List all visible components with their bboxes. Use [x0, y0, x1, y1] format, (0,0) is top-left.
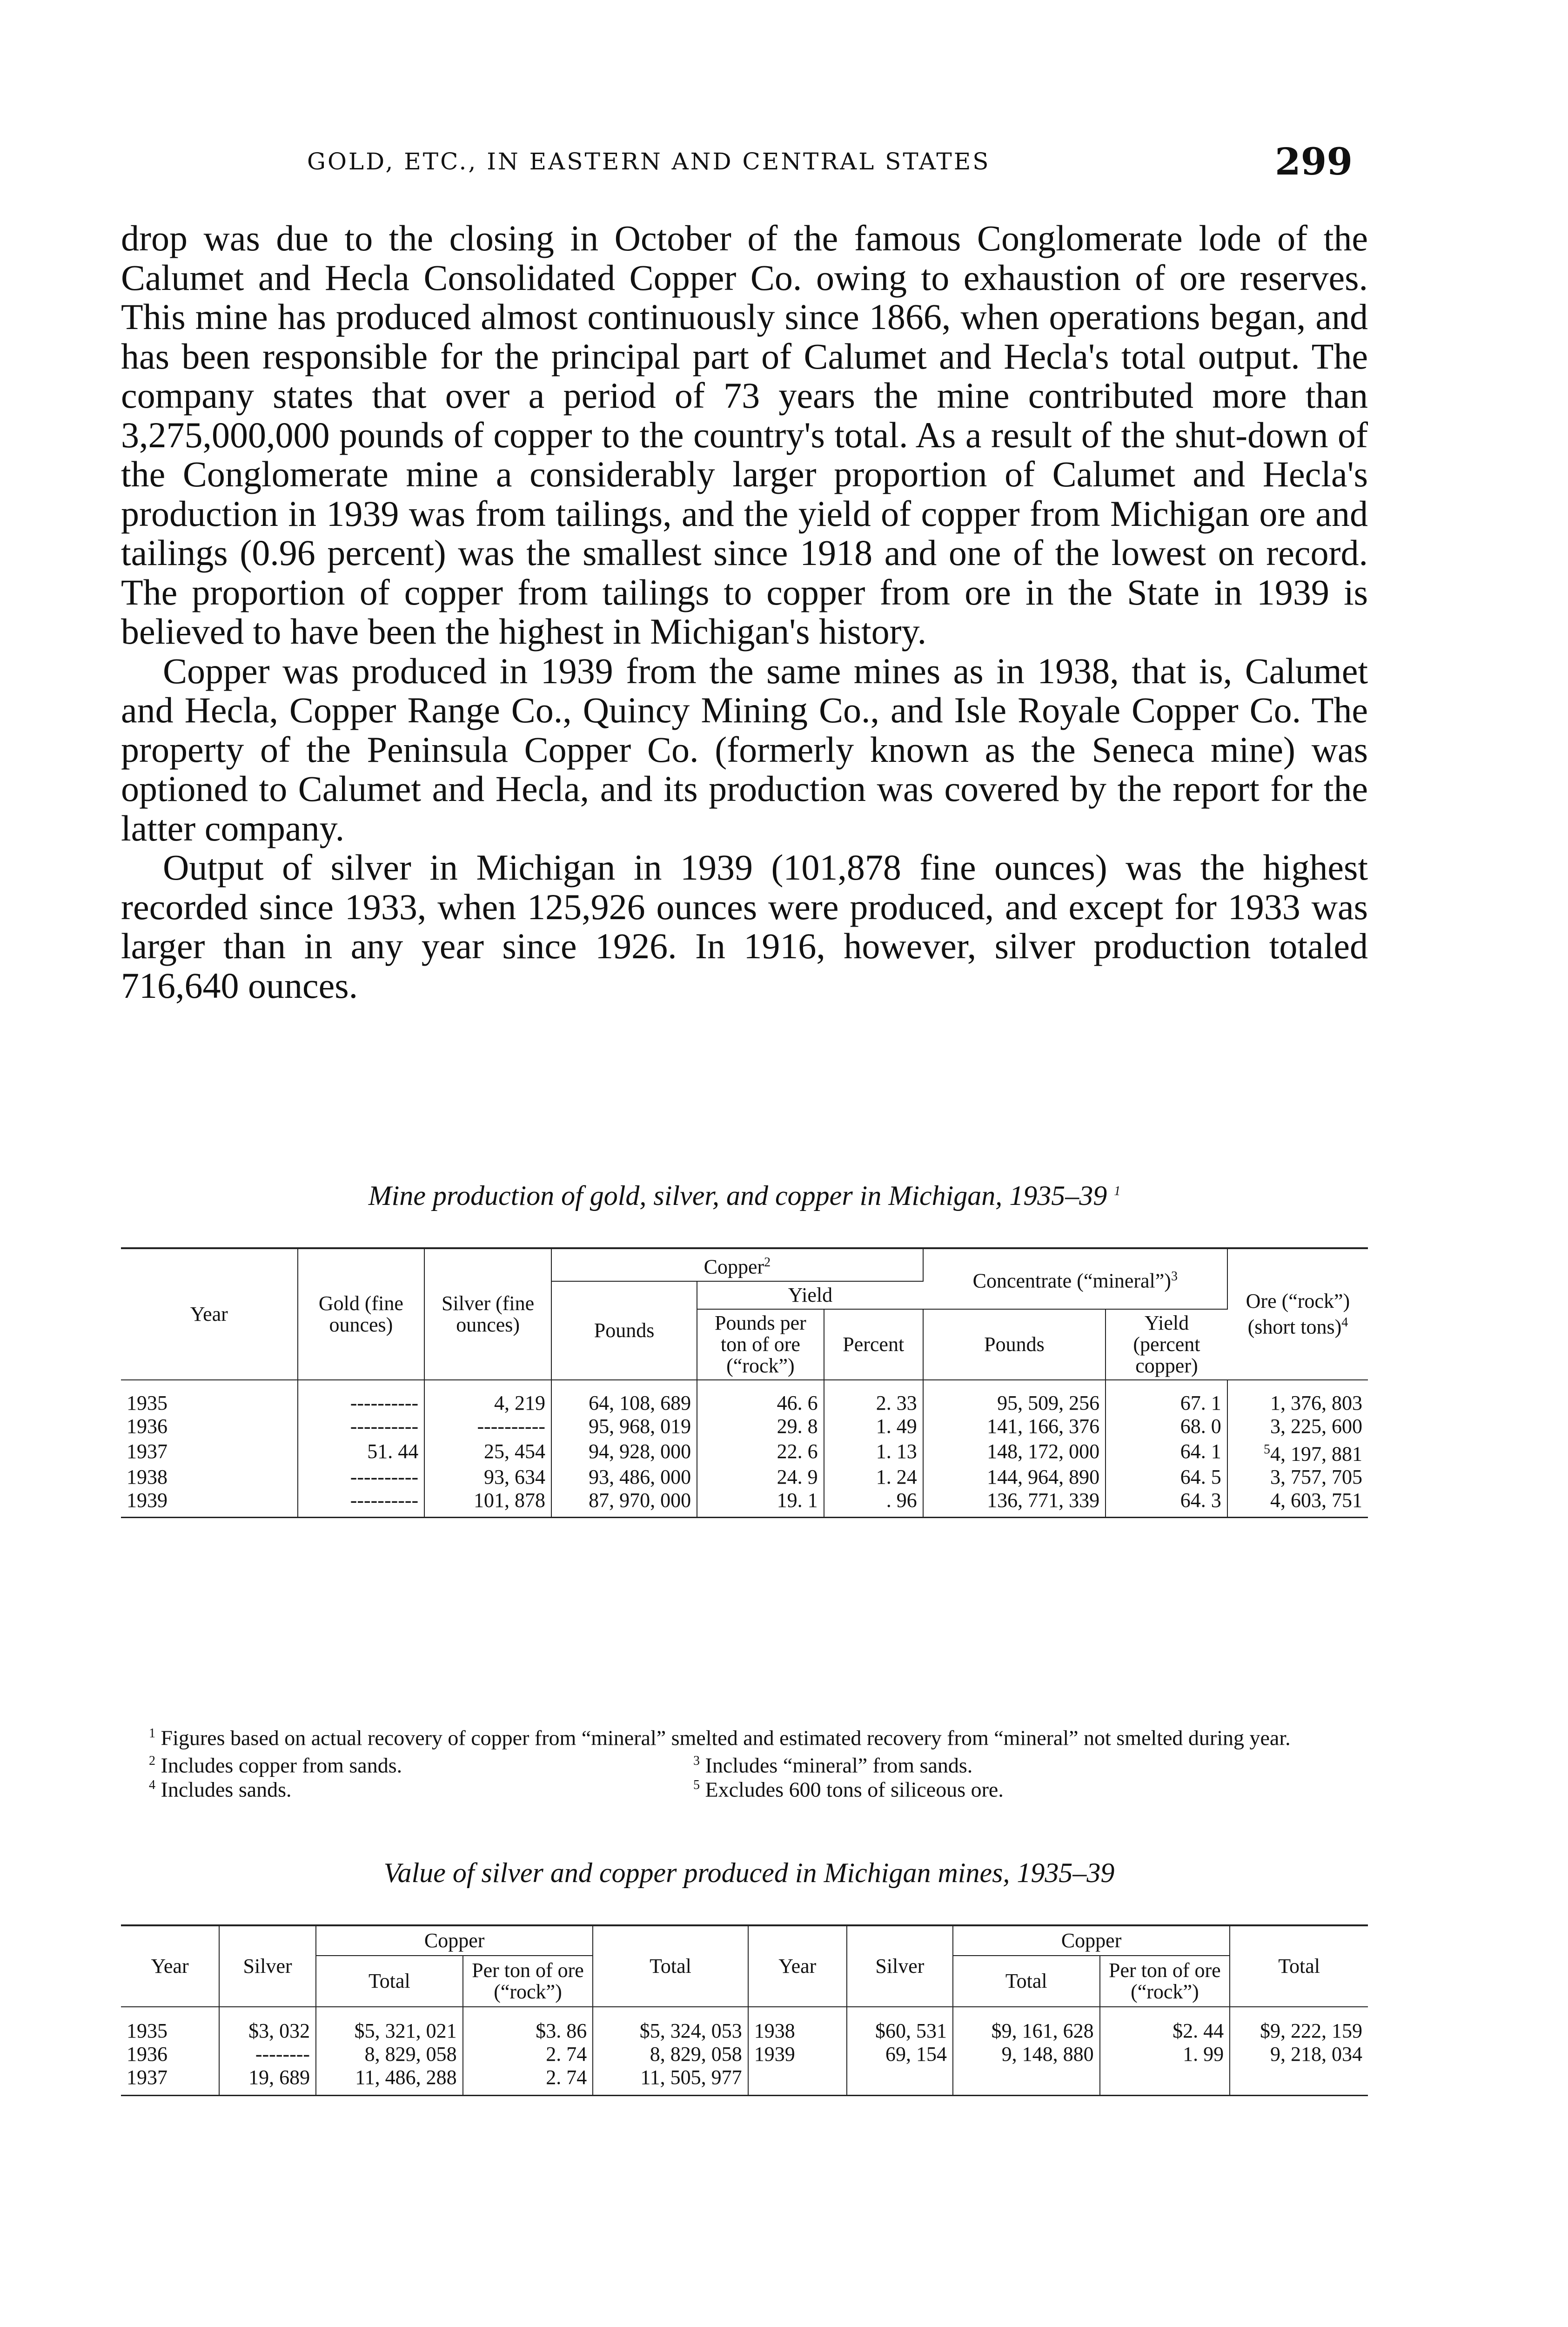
footnote-text: Includes “mineral” from sands. [705, 1753, 973, 1777]
col-per-ton: Per ton of ore (“rock”) [463, 1956, 593, 2007]
value-table [121, 1924, 1368, 2096]
cell-per-ton: 22. 6 [697, 1438, 824, 1466]
cell-conc-pounds: 95, 509, 256 [923, 1380, 1106, 1415]
cell-pounds: 95, 968, 019 [551, 1415, 697, 1438]
cell-per-ton: 19. 1 [697, 1489, 824, 1518]
col-total: Total [1230, 1925, 1368, 2007]
paragraph: Copper was produced in 1939 from the same mines as in 1938, that is, Calumet and Hecla, Copper Range Co., Quincy Mining Co., and Isle Royale Copper Co. The property of the Peninsula Copper Co. (formerly known as the Seneca mine) was optioned to Calumet and Hecla, and its production was covered by the report for the latter company. [121, 650, 1368, 848]
cell-percent: 1. 49 [824, 1415, 923, 1438]
cell-total: 11, 505, 977 [593, 2066, 748, 2096]
cell-silver: 69, 154 [847, 2043, 953, 2066]
cell-per-ton: 24. 9 [697, 1466, 824, 1489]
table-row [121, 2066, 1368, 2096]
cell-percent: 1. 13 [824, 1438, 923, 1466]
cell-percent: 1. 24 [824, 1466, 923, 1489]
cell-gold: 51. 44 [298, 1438, 425, 1466]
footnote-mark: 2 [149, 1754, 155, 1769]
footnote-mark: 5 [693, 1778, 700, 1793]
footnote [149, 1749, 402, 1777]
footnote [121, 1722, 1368, 1749]
table-row [121, 1466, 1368, 1489]
cell-year: 1935 [121, 1380, 298, 1415]
footnote-text: Excludes 600 tons of siliceous ore. [705, 1777, 1004, 1802]
table-row [121, 1415, 1368, 1438]
col-silver: Silver [219, 1925, 316, 2007]
cell-copper-total: $5, 321, 021 [316, 2007, 463, 2043]
table-row [121, 2043, 1368, 2066]
cell-per-ton: $3. 86 [463, 2007, 593, 2043]
cell-silver: 93, 634 [424, 1466, 551, 1489]
copper-label: Copper [704, 1255, 764, 1278]
table-row [121, 1438, 1368, 1466]
col-ore [1227, 1248, 1368, 1380]
cell-conc-pounds: 141, 166, 376 [923, 1415, 1106, 1438]
paragraph: drop was due to the closing in October of the famous Conglomerate lode of the Calumet and Hecla Consolidated Copper Co. owing to exhaustion of ore reserves. This mine has produced almost continuously since 1866, when operations began, and has been responsible for the principal part of Calumet and Hecla's total output. The company states that over a period of 73 years the mine contributed more than 3,275,000,000 pounds of copper to the country's total. As a result of the shut-down of the Conglomerate mine a considerably larger proportion of Calumet and Hecla's production in 1939 was from tailings, and the yield of copper from Michigan ore and tailings (0.96 percent) was the smallest since 1918 and one of the lowest on record. The proportion of copper from tailings to copper from ore in the State in 1939 is believed to have been the highest in Michigan's history. [121, 218, 1368, 652]
cell-copper-total: 9, 148, 880 [953, 2043, 1100, 2066]
cell-pounds: 87, 970, 000 [551, 1489, 697, 1518]
cell-year: 1937 [121, 1438, 298, 1466]
cell-gold: ---------- [298, 1380, 425, 1415]
cell-silver: $60, 531 [847, 2007, 953, 2043]
cell-silver: 19, 689 [219, 2066, 316, 2096]
col-silver: Silver [847, 1925, 953, 2007]
table1-caption-text: Mine production of gold, silver, and copper in Michigan, 1935–39 [368, 1180, 1107, 1211]
col-concentrate [923, 1248, 1227, 1309]
page-number: 299 [1275, 140, 1353, 183]
cell-silver: 25, 454 [424, 1438, 551, 1466]
cell-total: 9, 218, 034 [1270, 2043, 1362, 2065]
concentrate-label: Concentrate (“mineral”) [972, 1269, 1171, 1292]
col-percent: Percent [824, 1309, 923, 1380]
col-yield: Yield [697, 1281, 923, 1309]
cell-ore: 3, 225, 600 [1270, 1414, 1362, 1438]
col-gold: Gold (fine ounces) [298, 1248, 425, 1380]
col-total: Total [593, 1925, 748, 2007]
footnote-text: Includes copper from sands. [161, 1753, 402, 1777]
cell-total: $9, 222, 159 [1260, 2019, 1362, 2042]
cell-per-ton: 2. 74 [463, 2066, 593, 2096]
cell-conc-yield: 64. 3 [1106, 1489, 1227, 1518]
col-copper-total: Total [316, 1956, 463, 2007]
col-year: Year [121, 1925, 219, 2007]
cell-per-ton: $2. 44 [1100, 2007, 1230, 2043]
footnote [693, 1749, 972, 1777]
cell-gold: ---------- [298, 1466, 425, 1489]
cell-silver: ---------- [424, 1415, 551, 1438]
cell-per-ton: 1. 99 [1100, 2043, 1230, 2066]
table2-caption: Value of silver and copper produced in Michigan mines, 1935–39 [383, 1857, 1115, 1888]
col-copper-total: Total [953, 1956, 1100, 2007]
footnote-ref: 2 [764, 1255, 771, 1270]
col-year: Year [748, 1925, 847, 2007]
cell-silver: 101, 878 [424, 1489, 551, 1518]
cell-copper-total: $9, 161, 628 [953, 2007, 1100, 2043]
footnote-ref: 5 [1264, 1442, 1270, 1457]
footnote-text: Figures based on actual recovery of copper from “mineral” smelted and estimated recovery from “mineral” not smelted during year. [161, 1726, 1291, 1750]
col-year: Year [121, 1248, 298, 1380]
cell-conc-yield: 64. 1 [1106, 1438, 1227, 1466]
footnote [149, 1774, 292, 1801]
cell-pounds: 94, 928, 000 [551, 1438, 697, 1466]
col-per-ton: Per ton of ore (“rock”) [1100, 1956, 1230, 2007]
col-copper: Copper [316, 1925, 593, 1956]
running-head: GOLD, ETC., IN EASTERN AND CENTRAL STATES [307, 148, 991, 175]
body-text [121, 219, 1368, 1005]
ore-label: Ore (“rock”) (short tons) [1246, 1290, 1350, 1338]
production-table [121, 1247, 1368, 1518]
cell-ore: 4, 603, 751 [1270, 1489, 1362, 1512]
cell-per-ton [1100, 2066, 1230, 2096]
cell-year [748, 2066, 847, 2096]
col-copper: Copper [953, 1925, 1230, 1956]
footnote-ref: 4 [1341, 1315, 1348, 1330]
cell-total: $5, 324, 053 [593, 2007, 748, 2043]
cell-per-ton: 29. 8 [697, 1415, 824, 1438]
cell-year: 1935 [121, 2007, 219, 2043]
cell-total: 8, 829, 058 [593, 2043, 748, 2066]
cell-year: 1939 [748, 2043, 847, 2066]
cell-total [1230, 2066, 1368, 2096]
cell-gold: ---------- [298, 1415, 425, 1438]
table-row [121, 2007, 1368, 2043]
cell-pounds: 93, 486, 000 [551, 1466, 697, 1489]
cell-per-ton: 46. 6 [697, 1380, 824, 1415]
cell-percent: . 96 [824, 1489, 923, 1518]
cell-year: 1936 [121, 1415, 298, 1438]
cell-year: 1939 [121, 1489, 298, 1518]
cell-copper-total: 11, 486, 288 [316, 2066, 463, 2096]
cell-year: 1938 [748, 2007, 847, 2043]
footnote-mark: 1 [149, 1726, 155, 1741]
footnote-ref: 1 [1114, 1184, 1121, 1198]
cell-year: 1937 [121, 2066, 219, 2096]
col-conc-pounds: Pounds [923, 1309, 1106, 1380]
col-conc-yield: Yield (percent copper) [1106, 1309, 1227, 1380]
cell-silver: $3, 032 [219, 2007, 316, 2043]
cell-copper-total [953, 2066, 1100, 2096]
cell-gold: ---------- [298, 1489, 425, 1518]
footnote-ref: 3 [1171, 1269, 1178, 1284]
col-pounds: Pounds [551, 1281, 697, 1380]
footnote-mark: 3 [693, 1754, 700, 1769]
cell-conc-yield: 68. 0 [1106, 1415, 1227, 1438]
cell-silver: 4, 219 [424, 1380, 551, 1415]
table1-caption [121, 1180, 1368, 1212]
footnote-row [121, 1774, 1368, 1802]
col-pounds-per-ton: Pounds per ton of ore (“rock”) [697, 1309, 824, 1380]
paragraph: Output of silver in Michigan in 1939 (101,878 fine ounces) was the highest recorded since 1933, when 125,926 ounces were produced, and except for 1933 was larger than in any year since 1926. In 1916, however, silver production totaled 716,640 ounces. [121, 847, 1368, 1006]
cell-per-ton: 2. 74 [463, 2043, 593, 2066]
cell-conc-yield: 64. 5 [1106, 1466, 1227, 1489]
cell-ore [1227, 1438, 1368, 1466]
cell-silver [847, 2066, 953, 2096]
footnote-text: Includes sands. [161, 1777, 292, 1802]
col-silver: Silver (fine ounces) [424, 1248, 551, 1380]
cell-conc-pounds: 136, 771, 339 [923, 1489, 1106, 1518]
cell-conc-pounds: 148, 172, 000 [923, 1438, 1106, 1466]
footnote-row [121, 1749, 1368, 1777]
cell-percent: 2. 33 [824, 1380, 923, 1415]
table1-footnotes [121, 1722, 1368, 1802]
cell-copper-total: 8, 829, 058 [316, 2043, 463, 2066]
cell-conc-yield: 67. 1 [1106, 1380, 1227, 1415]
cell-pounds: 64, 108, 689 [551, 1380, 697, 1415]
col-copper [551, 1248, 923, 1281]
cell-silver: -------- [219, 2043, 316, 2066]
table-row [121, 1380, 1368, 1415]
cell-ore: 3, 757, 705 [1270, 1466, 1362, 1489]
footnote [693, 1774, 1004, 1801]
cell-year: 1938 [121, 1466, 298, 1489]
footnote-mark: 4 [149, 1778, 155, 1793]
ore-value: 4, 197, 881 [1270, 1442, 1362, 1466]
cell-year: 1936 [121, 2043, 219, 2066]
table-row [121, 1489, 1368, 1518]
cell-conc-pounds: 144, 964, 890 [923, 1466, 1106, 1489]
cell-ore: 1, 376, 803 [1270, 1391, 1362, 1414]
